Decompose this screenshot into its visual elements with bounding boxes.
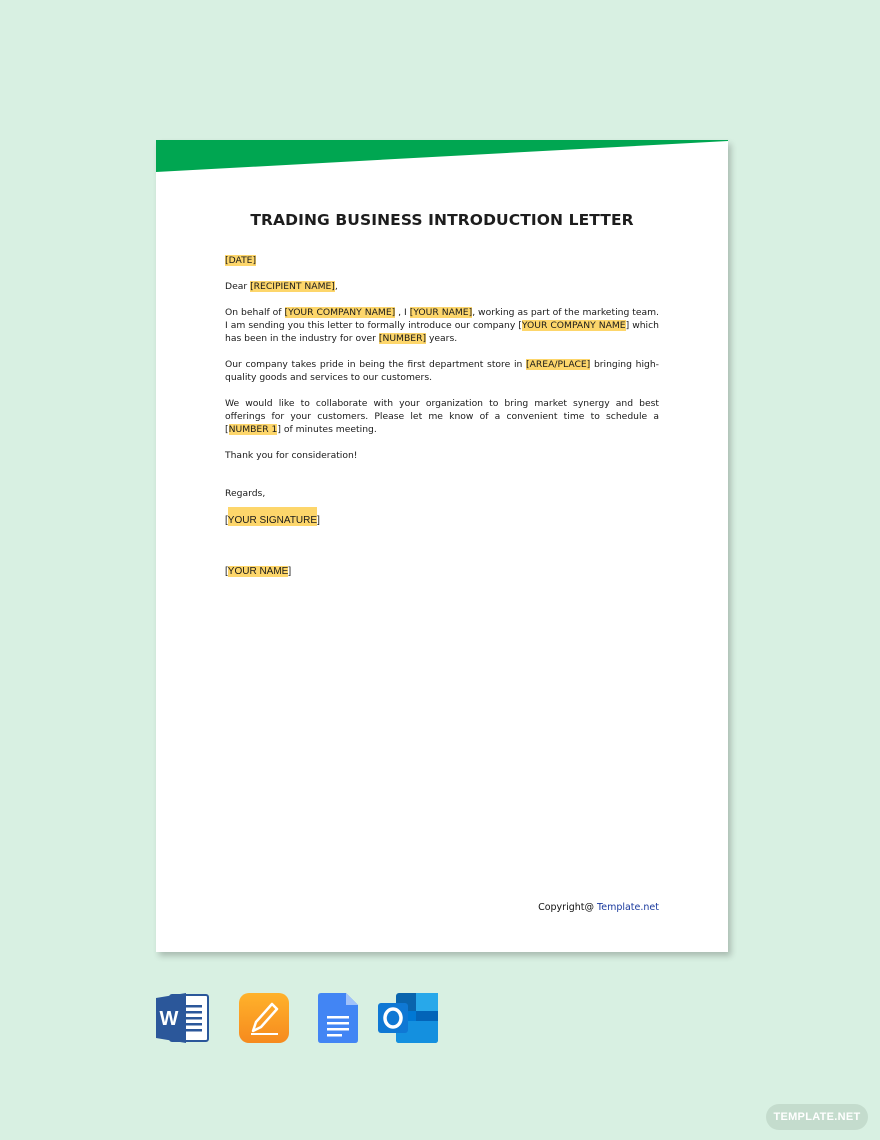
pages-icon[interactable] bbox=[238, 993, 290, 1043]
copyright-prefix: Copyright@ bbox=[538, 902, 598, 913]
svg-text:W: W bbox=[159, 1008, 179, 1030]
green-banner bbox=[156, 140, 728, 172]
outlook-icon[interactable] bbox=[378, 993, 440, 1043]
paragraph-pride bbox=[225, 358, 659, 384]
signature-open: [ bbox=[225, 515, 228, 526]
name-open: [ bbox=[225, 566, 228, 577]
copyright bbox=[538, 902, 659, 913]
signature-close: ] bbox=[317, 515, 320, 526]
template-link[interactable]: Template.net bbox=[597, 902, 659, 913]
para1-text-1: On behalf of bbox=[225, 307, 285, 318]
recipient-placeholder: [RECIPIENT NAME] bbox=[250, 281, 335, 292]
signature-line bbox=[225, 514, 659, 527]
company-name-placeholder-2: YOUR COMPANY NAME bbox=[521, 320, 626, 331]
salutation bbox=[225, 280, 659, 293]
para1-text-3: , working as part of the marketing team. I am sending you this letter to formally introduce our company [ bbox=[225, 307, 659, 331]
date-placeholder: [DATE] bbox=[225, 255, 257, 266]
number1-placeholder: NUMBER 1 bbox=[228, 424, 278, 435]
regards-line: Regards, bbox=[225, 488, 266, 499]
name-close: ] bbox=[288, 566, 292, 577]
your-name-signoff: YOUR NAME bbox=[227, 566, 289, 577]
salutation-suffix: , bbox=[334, 281, 338, 292]
para1-text-2: , I bbox=[395, 307, 410, 318]
paragraph-collaborate bbox=[225, 397, 659, 436]
company-name-placeholder: [YOUR COMPANY NAME] bbox=[284, 307, 396, 318]
letter-title: TRADING BUSINESS INTRODUCTION LETTER bbox=[250, 211, 634, 229]
salutation-prefix: Dear bbox=[225, 281, 251, 292]
para2-text-2: bringing high-quality goods and services to our customers. bbox=[225, 359, 659, 383]
letter-body bbox=[225, 254, 659, 578]
name-line bbox=[225, 565, 659, 578]
para2-text-1: Our company takes pride in being the first department store in bbox=[225, 359, 527, 370]
letter-page bbox=[156, 140, 728, 952]
thanks-line: Thank you for consideration! bbox=[225, 450, 358, 461]
paragraph-intro bbox=[225, 306, 659, 345]
para1-text-5: years. bbox=[426, 333, 458, 344]
para3-text-1: We would like to collaborate with your organization to bring market synergy and best offerings for your customers. Please let me know of a convenient time to schedule a [ bbox=[225, 398, 659, 435]
para3-text-2: ] of minutes meeting. bbox=[277, 424, 377, 435]
google-docs-icon[interactable] bbox=[318, 993, 358, 1043]
template-net-badge[interactable]: TEMPLATE.NET bbox=[766, 1104, 868, 1130]
signature-placeholder: YOUR SIGNATURE bbox=[228, 507, 317, 526]
word-icon[interactable] bbox=[156, 993, 210, 1043]
number-placeholder: [NUMBER] bbox=[378, 333, 427, 344]
para1-text-4: ] which has been in the industry for over bbox=[225, 320, 659, 344]
your-name-placeholder: [YOUR NAME] bbox=[409, 307, 473, 318]
date-line bbox=[225, 254, 659, 267]
area-placeholder: [AREA/PLACE] bbox=[526, 359, 591, 370]
